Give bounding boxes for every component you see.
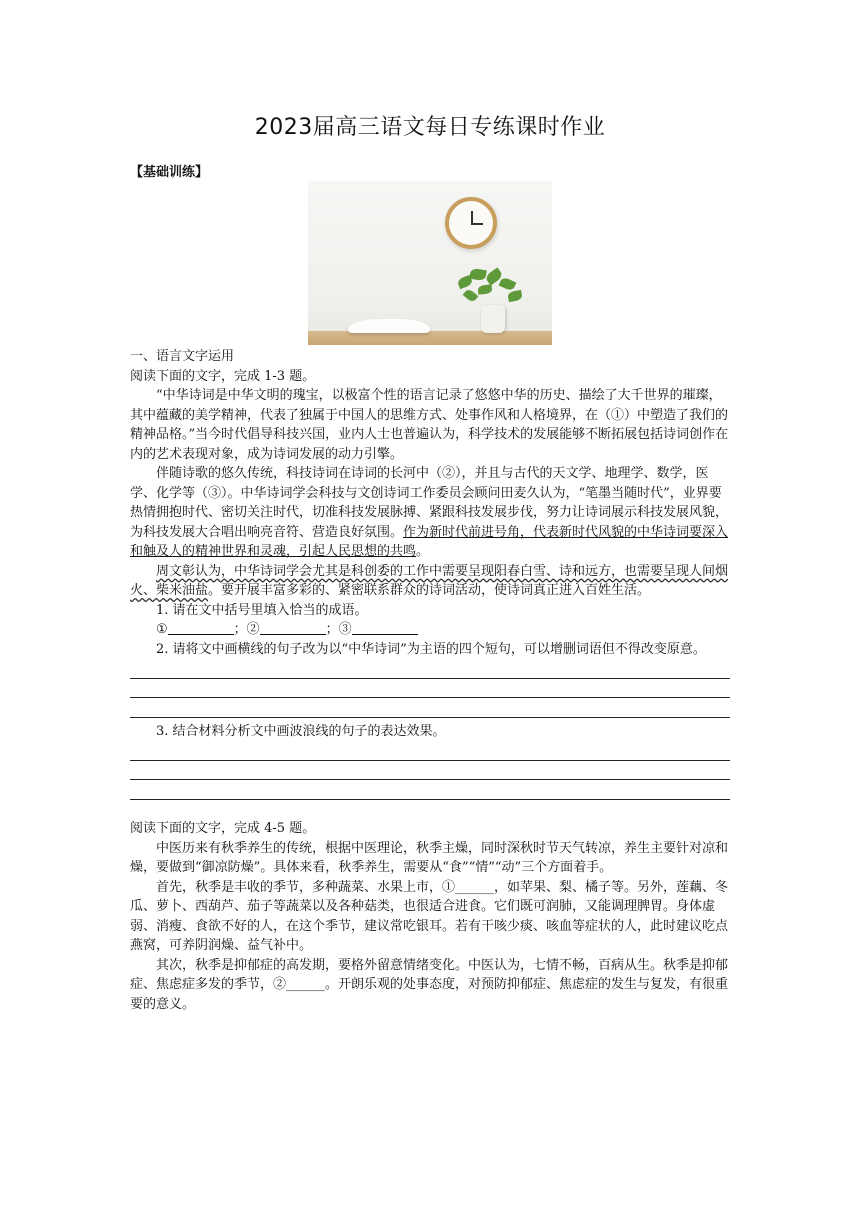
answer-line[interactable] bbox=[130, 679, 730, 699]
document-title: 2023届高三语文每日专练课时作业 bbox=[254, 115, 606, 140]
answer-blank-1[interactable] bbox=[168, 620, 234, 635]
plant-leaf-icon bbox=[478, 284, 493, 294]
passage2-paragraph-1: 中医历来有秋季养生的传统，根据中医理论，秋季主燥，同时深秋时节天气转凉，养生主要针对凉和燥，要做到“御凉防燥”。具体来看，秋季养生，需要从“食”“情”“动”三个方面着手。 bbox=[130, 840, 729, 875]
part1-heading: 一、语言文字运用 bbox=[130, 349, 235, 364]
answer-blank-2[interactable] bbox=[260, 620, 326, 635]
wavy-underlined-sentence: 周文彰认为，中华诗词学会尤其是科创委的工作中需要呈现阳春白雪、诗和远方，也需要呈现人间烟火、柴米油盐 bbox=[130, 563, 729, 598]
answer-line[interactable] bbox=[130, 698, 730, 718]
passage1-paragraph-2 bbox=[130, 464, 730, 562]
answer-line[interactable] bbox=[130, 741, 730, 761]
question-1: 1. 请在文中括号里填入恰当的成语。 bbox=[156, 602, 368, 618]
passage2-paragraph-3: 其次，秋季是抑郁症的高发期，要格外留意情绪变化。中医认为，七情不畅，百病从生。秋季是抑郁症、焦虑症多发的季节，②______。开朗乐观的处事态度，对预防抑郁症、焦虑症的发生与复发，有很重要的意义。 bbox=[130, 957, 729, 1012]
part2-instruction: 阅读下面的文字，完成 4-5 题。 bbox=[130, 821, 316, 836]
passage1-paragraph-1: “中华诗词是中华文明的瑰宝，以极富个性的语言记录了悠悠中华的历史、描绘了大千世界的璀璨，其中蕴藏的美学精神，代表了独属于中国人的思维方式、处事作风和人格境界，在（①）中塑造了我们的精神品格。”当今时代倡导科技兴国，业内人士也普遍认为，科学技术的发展能够不断拓展包括诗词创作在内的艺术表现对象，成为诗词发展的动力引擎。 bbox=[130, 388, 729, 462]
worksheet-body bbox=[130, 347, 730, 1014]
question-1-blanks bbox=[130, 620, 730, 640]
paragraph-text: 。 bbox=[416, 544, 430, 559]
plant-pot-icon bbox=[481, 305, 505, 333]
header-photo bbox=[308, 181, 552, 345]
shelf-shape bbox=[308, 331, 552, 345]
answer-line[interactable] bbox=[130, 780, 730, 800]
plant-leaf-icon bbox=[469, 268, 487, 282]
plant-leaf-icon bbox=[463, 288, 479, 303]
passage1-paragraph-3 bbox=[130, 562, 730, 601]
clock-icon bbox=[445, 197, 497, 249]
underlined-sentence: 作为新时代前进号角，代表新时代风貌的中华诗词要深入和触及人的精神世界和灵魂，引起人民思想的共鸣 bbox=[130, 524, 729, 559]
answer-line[interactable] bbox=[130, 761, 730, 781]
question-2: 2. 请将文中画横线的句子改为以“中华诗词”为主语的四个短句，可以增删词语但不得改变原意。 bbox=[156, 641, 706, 657]
plant-leaf-icon bbox=[499, 276, 517, 291]
answer-blank-3[interactable] bbox=[352, 620, 418, 635]
passage2-paragraph-2: 首先，秋季是丰收的季节，多种蔬菜、水果上市，①______，如苹果、梨、橘子等。另外，莲藕、冬瓜、萝卜、西葫芦、茄子等蔬菜以及各种菇类，也很适合进食。它们既可润肺，又能调理脾胃。身体虚弱、消瘦、食欲不好的人，在这个季节，建议常吃银耳。若有干咳少痰、咳血等症状的人，此时建议吃点燕窝，可养阴润燥、益气补中。 bbox=[130, 879, 729, 953]
blank-marker: ① bbox=[156, 622, 168, 637]
blank-marker: ；③ bbox=[325, 622, 352, 637]
paragraph-text: 伴随诗歌的悠久传统，科技诗词在诗词的长河中（②），并且与古代的天文学、地理学、数学，医学、化学等（③）。中华诗词学会科技与文创诗词工作委员会顾问田麦久认为，“笔墨当随时代”，业界要热情拥抱时代、密切关注时代，切准科技发展脉搏、紧跟科技发展步伐，努力让诗词展示科技发展风貌，为科技发展大合唱出响亮音符、营造良好氛围。 bbox=[130, 466, 729, 540]
blank-marker: ；② bbox=[233, 622, 260, 637]
paragraph-text: 。要开展丰富多彩的、紧密联系群众的诗词活动，使诗词真正进入百姓生活。 bbox=[208, 583, 651, 598]
section-tag: 【基础训练】 bbox=[130, 165, 209, 180]
open-book-icon bbox=[348, 319, 430, 333]
question-3: 3. 结合材料分析文中画波浪线的句子的表达效果。 bbox=[156, 723, 446, 739]
plant-leaf-icon bbox=[507, 290, 523, 302]
part1-instruction: 阅读下面的文字，完成 1-3 题。 bbox=[130, 368, 316, 384]
answer-line[interactable] bbox=[130, 659, 730, 679]
